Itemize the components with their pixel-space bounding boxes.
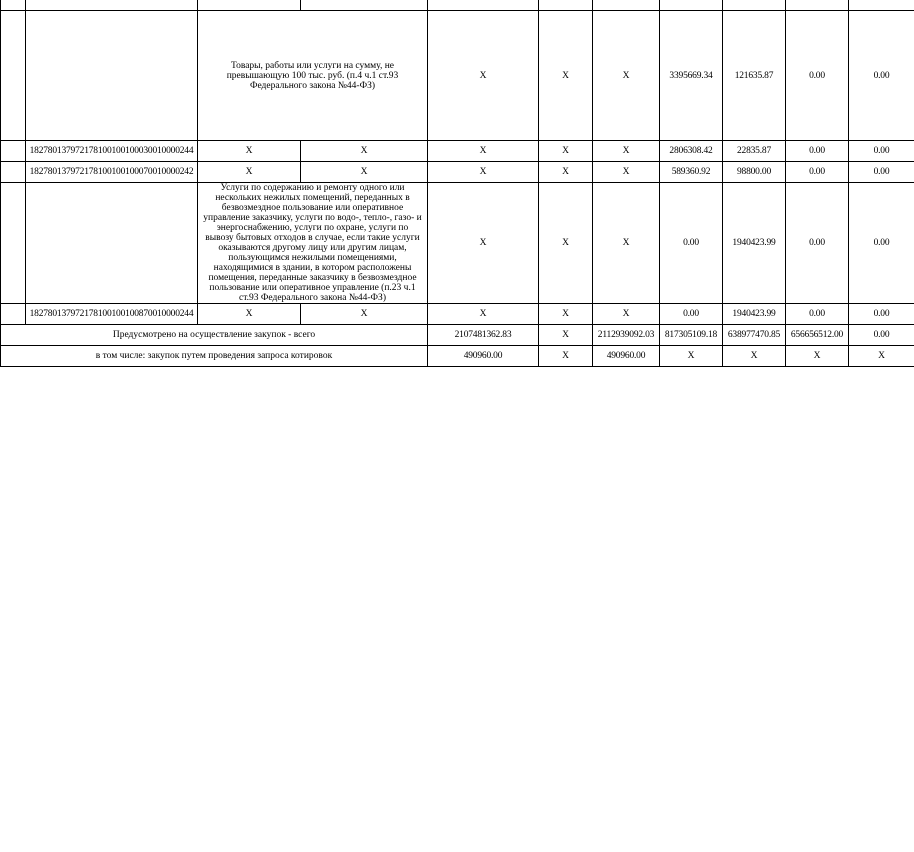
cell: 3395669.34 bbox=[660, 11, 723, 141]
cell: 0.00 bbox=[786, 304, 849, 325]
cell: X bbox=[198, 304, 301, 325]
cell: 490960.00 bbox=[428, 346, 539, 367]
table-row-subtotal bbox=[1, 346, 914, 367]
cell: 0.00 bbox=[849, 11, 914, 141]
cell: X bbox=[198, 162, 301, 183]
table-row-group bbox=[1, 183, 914, 304]
table-row bbox=[1, 304, 914, 325]
cell: X bbox=[428, 304, 539, 325]
cell: 490960.00 bbox=[593, 346, 660, 367]
cell: 0.00 bbox=[786, 162, 849, 183]
cell: 121635.87 bbox=[723, 11, 786, 141]
table-row-total bbox=[1, 325, 914, 346]
cell: 638977470.85 bbox=[723, 325, 786, 346]
cell: 0.00 bbox=[849, 183, 914, 304]
cell: 817305109.18 bbox=[660, 325, 723, 346]
cell: 2112939092.03 bbox=[593, 325, 660, 346]
cell: 0.00 bbox=[786, 11, 849, 141]
cell: 0.00 bbox=[786, 141, 849, 162]
cell: X bbox=[539, 11, 593, 141]
cell: X bbox=[539, 141, 593, 162]
purchase-code: 182780137972178100100100070010000242 bbox=[26, 162, 198, 183]
cell: 0.00 bbox=[786, 183, 849, 304]
purchase-code: 182780137972178100100100030010000244 bbox=[26, 141, 198, 162]
cell: 0.00 bbox=[849, 304, 914, 325]
cell: 1940423.99 bbox=[723, 304, 786, 325]
cell: X bbox=[660, 346, 723, 367]
cell: 656656512.00 bbox=[786, 325, 849, 346]
cell: 0.00 bbox=[660, 183, 723, 304]
cell: X bbox=[428, 162, 539, 183]
plan-table bbox=[0, 0, 914, 367]
cell: 2107481362.83 bbox=[428, 325, 539, 346]
cell: 0.00 bbox=[660, 304, 723, 325]
cell: 0.00 bbox=[849, 141, 914, 162]
cell: 589360.92 bbox=[660, 162, 723, 183]
cell: X bbox=[539, 162, 593, 183]
cell: X bbox=[786, 346, 849, 367]
cell: X bbox=[593, 162, 660, 183]
cell: X bbox=[428, 11, 539, 141]
cell: X bbox=[539, 346, 593, 367]
cell: X bbox=[539, 304, 593, 325]
subtotal-label: в том числе: закупок путем проведения запроса котировок bbox=[1, 346, 428, 367]
cell: 0.00 bbox=[849, 162, 914, 183]
table-row bbox=[1, 141, 914, 162]
cell: X bbox=[428, 141, 539, 162]
group-description: Товары, работы или услуги на сумму, не превышающую 100 тыс. руб. (п.4 ч.1 ст.93 Федерального закона №44-ФЗ) bbox=[198, 11, 428, 141]
total-label: Предусмотрено на осуществление закупок - всего bbox=[1, 325, 428, 346]
cell: X bbox=[198, 141, 301, 162]
table-row-stub bbox=[1, 0, 914, 11]
cell: X bbox=[301, 162, 428, 183]
cell: X bbox=[593, 304, 660, 325]
cell: X bbox=[593, 141, 660, 162]
cell: X bbox=[593, 183, 660, 304]
cell: 1940423.99 bbox=[723, 183, 786, 304]
cell: 98800.00 bbox=[723, 162, 786, 183]
cell: 22835.87 bbox=[723, 141, 786, 162]
cell: X bbox=[301, 304, 428, 325]
cell: X bbox=[723, 346, 786, 367]
table-row-group bbox=[1, 11, 914, 141]
cell: 2806308.42 bbox=[660, 141, 723, 162]
cell: X bbox=[539, 325, 593, 346]
table-row bbox=[1, 162, 914, 183]
cell: X bbox=[301, 141, 428, 162]
group-description: Услуги по содержанию и ремонту одного или нескольких нежилых помещений, переданных в безвозмездное пользование или оперативное управление заказчику, услуги по водо-, тепло-, газо- и энергоснабжению, услуги по охране, услуги по вывозу бытовых отходов в случае, если такие услуги оказываются другому лицу или другим лицам, пользующимся нежилыми помещениями, находящимися в здании, в котором расположены помещения, переданные заказчику в безвозмездное пользование или оперативное управление (п.23 ч.1 ст.93 Федерального закона №44-ФЗ) bbox=[198, 183, 428, 304]
cell: X bbox=[593, 11, 660, 141]
cell: 0.00 bbox=[849, 325, 914, 346]
cell: X bbox=[428, 183, 539, 304]
cell: X bbox=[539, 183, 593, 304]
purchase-code: 182780137972178100100100870010000244 bbox=[26, 304, 198, 325]
cell: X bbox=[849, 346, 914, 367]
